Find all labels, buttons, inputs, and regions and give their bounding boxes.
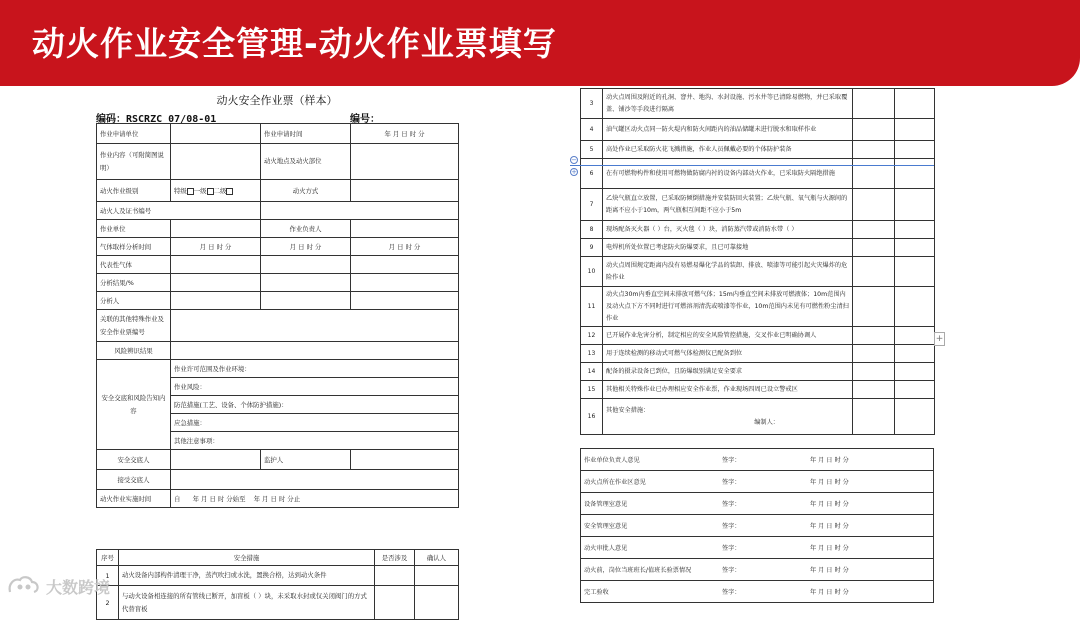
gas-2 — [261, 256, 351, 274]
label-risk: 风险辨识结果 — [97, 342, 171, 360]
disclosure-permit: 作业许可范围及作业环境： — [171, 360, 459, 378]
measure-involved — [853, 287, 895, 327]
gas-time-3: 月 日 时 分 — [351, 238, 459, 256]
impl-from: 自 — [174, 495, 181, 503]
measure-text — [603, 119, 853, 141]
value-risk — [171, 342, 459, 360]
label-gas-time: 气体取样分析时间 — [97, 238, 171, 256]
measure-text — [603, 363, 853, 381]
measure-involved — [853, 399, 895, 435]
measure-row — [581, 159, 935, 189]
label-disclosure: 安全交底和风险告知内容 — [97, 360, 171, 450]
minus-handle-icon[interactable]: − — [571, 156, 577, 164]
measure-involved — [853, 141, 895, 159]
signature-sign: 签字： — [722, 479, 741, 486]
signature-date: 年 月 日 时 分 — [810, 589, 849, 596]
impl-start: 年 月 日 时 分始至 — [192, 495, 246, 503]
measure-no: 14 — [581, 363, 603, 381]
watermark-text: 大数跨境 — [46, 577, 111, 597]
measure-no: 12 — [581, 327, 603, 345]
result-3 — [351, 274, 459, 292]
permit-form-table — [96, 123, 459, 508]
measure-text-content: 动火点周围规定距离内没有易燃易爆化学品的装卸、排放、喷漆等可能引起火灾爆炸的危险作业 — [606, 261, 848, 281]
measure-confirm — [895, 89, 935, 119]
signature-sign: 签字： — [722, 567, 741, 574]
measure-row — [581, 89, 935, 119]
level-two-label: 二级 — [213, 187, 227, 195]
analyst-3 — [351, 292, 459, 310]
measure-no: 13 — [581, 345, 603, 363]
watermark-logo-icon — [6, 574, 42, 598]
measure-no: 7 — [581, 189, 603, 221]
measure-no: 8 — [581, 221, 603, 239]
signature-row — [581, 449, 934, 471]
value-content — [171, 144, 261, 180]
measure-involved — [853, 257, 895, 287]
label-gas: 代表性气体 — [97, 256, 171, 274]
measure-involved — [853, 239, 895, 257]
measure-text — [603, 287, 853, 327]
gas-time-2: 月 日 时 分 — [261, 238, 351, 256]
signature-label: 动火点所在作业区意见 — [584, 479, 646, 486]
label-guardian: 监护人 — [261, 450, 351, 470]
disclosure-risks: 作业风险： — [171, 378, 459, 396]
measure-row — [581, 399, 935, 435]
measure-confirm — [895, 221, 935, 239]
label-level: 动火作业级别 — [97, 180, 171, 202]
label-analyst: 分析人 — [97, 292, 171, 310]
measure-text — [603, 399, 853, 435]
form-code: 编码：RSCRZC 07/08-01 — [96, 114, 217, 125]
measure-no: 15 — [581, 381, 603, 399]
measure-no: 2 — [97, 586, 119, 620]
analyst-1 — [171, 292, 261, 310]
measure-row — [581, 363, 935, 381]
measure-no: 4 — [581, 119, 603, 141]
measure-involved — [375, 586, 415, 620]
measure-involved — [853, 363, 895, 381]
label-method: 动火方式 — [261, 180, 351, 202]
label-applicant: 作业申请单位 — [97, 124, 171, 144]
measure-row — [581, 221, 935, 239]
measure-confirm — [895, 399, 935, 435]
measure-involved — [853, 327, 895, 345]
measure-confirm — [895, 287, 935, 327]
result-2 — [261, 274, 351, 292]
value-impl-time — [171, 490, 459, 508]
value-guardian — [351, 450, 459, 470]
measure-row — [581, 381, 935, 399]
measure-row — [581, 239, 935, 257]
measure-text-content: 乙炔气瓶直立放置，已采取防倾倒措施并安装防回火装置；乙炔气瓶、氧气瓶与火源间的距离不应小于10m，两气瓶相互间距不应小于5m — [606, 194, 848, 214]
measure-text — [603, 189, 853, 221]
measure-text: 与动火设备相连接的所有管线已断开，加盲板（ ）块，未采取水封或仅关闭阀门的方式代替盲板 — [119, 586, 375, 620]
measure-involved — [853, 119, 895, 141]
result-1 — [171, 274, 261, 292]
disclosure-measures: 防范措施(工艺、设备、个体防护措施)： — [171, 396, 459, 414]
measure-confirm — [895, 363, 935, 381]
watermark — [6, 574, 110, 598]
value-method — [351, 180, 459, 202]
signature-date: 年 月 日 时 分 — [810, 545, 849, 552]
measure-confirm — [895, 159, 935, 189]
measure-confirm — [895, 119, 935, 141]
label-content: 作业内容（可附简图说明） — [97, 144, 171, 180]
gas-1 — [171, 256, 261, 274]
signature-sign: 签字： — [722, 501, 741, 508]
measure-no: 9 — [581, 239, 603, 257]
signature-row — [581, 537, 934, 559]
measure-text-content: 现场配备灭火器（ ）台，灭火毯（ ）块，消防蒸汽带或消防水带（ ） — [606, 225, 798, 233]
value-worker — [261, 202, 459, 220]
signature-row — [581, 515, 934, 537]
signature-date: 年 月 日 时 分 — [810, 567, 849, 574]
measure-row — [581, 345, 935, 363]
measures-table-right — [580, 88, 935, 435]
signature-label: 完工验收 — [584, 589, 609, 596]
level-one-checkbox[interactable] — [207, 188, 214, 195]
signature-sign: 签字： — [722, 545, 741, 552]
measure-no: 10 — [581, 257, 603, 287]
level-one-label: 一级 — [193, 187, 207, 195]
measure-confirm — [415, 566, 459, 586]
measure-no: 5 — [581, 141, 603, 159]
analyst-2 — [261, 292, 351, 310]
signature-label: 设备管理室意见 — [584, 501, 628, 508]
measure-text-content: 已开展作业危害分析，制定相应的安全风险管控措施，交叉作业已明确协调人 — [606, 331, 817, 339]
signature-date: 年 月 日 时 分 — [810, 457, 849, 464]
measure-confirm — [895, 189, 935, 221]
measure-row — [581, 327, 935, 345]
value-related — [171, 310, 459, 342]
signature-label: 作业单位负责人意见 — [584, 457, 640, 464]
impl-end: 年 月 日 时 分止 — [253, 495, 301, 503]
selection-guide-line — [570, 165, 934, 166]
measure-confirm — [415, 586, 459, 620]
measure-text-content: 电焊机所处位置已考虑防火防爆要求，且已可靠接地 — [606, 243, 749, 251]
label-receiver: 接受交底人 — [97, 470, 171, 490]
measure-confirm — [895, 257, 935, 287]
signature-label: 动火前，岗位当班班长/值班长验票情况 — [584, 567, 692, 574]
measure-confirm — [895, 327, 935, 345]
measure-row — [581, 287, 935, 327]
measure-confirm — [895, 381, 935, 399]
permit-form-page-1 — [88, 88, 466, 613]
measures-table-left — [96, 549, 459, 620]
measure-text-content: 配备的摄录设备已到位，且防爆级别满足安全要求 — [606, 367, 743, 375]
measure-text — [603, 327, 853, 345]
measure-text — [603, 159, 853, 189]
level-options — [171, 180, 261, 202]
signature-row — [581, 581, 934, 603]
measure-row — [581, 119, 935, 141]
gas-time-1: 月 日 时 分 — [171, 238, 261, 256]
signature-table — [580, 448, 934, 603]
measure-confirm — [895, 239, 935, 257]
value-applicant — [171, 124, 261, 144]
value-apply-time: 年 月 日 时 分 — [351, 124, 459, 144]
label-impl-time: 动火作业实施时间 — [97, 490, 171, 508]
measure-text-content: 动火点30m内垂直空间未排放可燃气体；15m内垂直空间未排放可燃液体；10m范围内及动火点下方不同时进行可燃溶剂清洗或喷漆等作业，10m范围内未见有可燃性粉尘清扫作业 — [606, 290, 849, 322]
disclosure-emergency: 应急措施： — [171, 414, 459, 432]
label-apply-time: 作业申请时间 — [261, 124, 351, 144]
measure-text-content: 油气罐区动火点同一防火堤内和防火间距内的油品储罐未进行脱水和取样作业 — [606, 125, 817, 133]
signature-cell — [581, 471, 934, 493]
signature-cell — [581, 537, 934, 559]
signature-label: 安全管理室意见 — [584, 523, 628, 530]
measure-text-content: 其他相关特殊作业已办理相应安全作业票，作业现场四周已设立警戒区 — [606, 385, 798, 393]
signature-cell — [581, 559, 934, 581]
signature-date: 年 月 日 时 分 — [810, 479, 849, 486]
col-involved: 是否涉及 — [375, 550, 415, 566]
measure-involved — [853, 381, 895, 399]
measure-involved — [853, 89, 895, 119]
signature-row — [581, 493, 934, 515]
signature-date: 年 月 日 时 分 — [810, 523, 849, 530]
measure-no: 16 — [581, 399, 603, 435]
measure-no: 3 — [581, 89, 603, 119]
add-row-icon[interactable]: + — [935, 334, 944, 344]
measure-row — [581, 141, 935, 159]
col-confirm: 确认人 — [415, 550, 459, 566]
signature-cell — [581, 493, 934, 515]
label-worker: 动火人及证书编号 — [97, 202, 261, 220]
value-unit — [171, 220, 261, 238]
label-location: 动火地点及动火部位 — [261, 144, 351, 180]
measure-text — [603, 257, 853, 287]
plus-handle-icon[interactable]: + — [571, 168, 577, 176]
signature-sign: 签字： — [722, 457, 741, 464]
title-banner — [0, 0, 1080, 86]
label-discloser: 安全交底人 — [97, 450, 171, 470]
measure-text-content: 用于连续检测的移动式可燃气体检测仪已配备到位 — [606, 349, 743, 357]
level-special-label: 特级 — [174, 187, 187, 195]
col-no: 序号 — [97, 550, 119, 566]
measure-involved — [375, 566, 415, 586]
measure-no: 6 — [581, 159, 603, 189]
signature-sign: 签字： — [722, 589, 741, 596]
label-unit: 作业单位 — [97, 220, 171, 238]
form-title: 动火安全作业票（样本） — [216, 94, 338, 107]
signature-date: 年 月 日 时 分 — [810, 501, 849, 508]
measure-editor-label: 编制人： — [754, 418, 779, 426]
measure-text-content: 在有可燃物构件和使用可燃物做防腐内衬的设备内部动火作业，已采取防火隔绝措施 — [606, 169, 835, 177]
measure-text: 动火设备内部构件清理干净，蒸汽吹扫或水洗，置换合格，达到动火条件 — [119, 566, 375, 586]
col-measures: 安全措施 — [119, 550, 375, 566]
value-location — [351, 144, 459, 180]
label-leader: 作业负责人 — [261, 220, 351, 238]
measure-text — [603, 381, 853, 399]
measure-involved — [853, 189, 895, 221]
value-discloser — [171, 450, 261, 470]
signature-cell — [581, 581, 934, 603]
measure-no: 11 — [581, 287, 603, 327]
signature-sign: 签字： — [722, 523, 741, 530]
label-related: 关联的其他特殊作业及安全作业票编号 — [97, 310, 171, 342]
measure-confirm — [895, 141, 935, 159]
form-number-label: 编号： — [350, 114, 380, 125]
gas-3 — [351, 256, 459, 274]
measure-text — [603, 345, 853, 363]
value-receiver — [171, 470, 459, 490]
measure-text — [603, 221, 853, 239]
measure-text — [603, 89, 853, 119]
measure-involved — [853, 221, 895, 239]
signature-cell — [581, 515, 934, 537]
level-special-checkbox[interactable] — [187, 188, 194, 195]
measure-no: 1 — [97, 566, 119, 586]
measure-text-content: 动火点周围及附近的孔洞、窨井、地沟、水封设施、污水井等已清除易燃物，并已采取覆盖、铺沙等手段进行隔离 — [606, 93, 848, 113]
measure-text — [603, 141, 853, 159]
measure-text — [603, 239, 853, 257]
measure-involved — [853, 159, 895, 189]
measure-row — [581, 257, 935, 287]
measure-confirm — [895, 345, 935, 363]
disclosure-notes: 其他注意事项： — [171, 432, 459, 450]
measure-text-content: 高处作业已采取防火花飞溅措施，作业人员佩戴必要的个体防护装备 — [606, 145, 792, 153]
level-two-checkbox[interactable] — [226, 188, 233, 195]
measure-text-content: 其他安全措施： — [606, 406, 650, 414]
measure-involved — [853, 345, 895, 363]
label-result: 分析结果/% — [97, 274, 171, 292]
measure-row — [581, 189, 935, 221]
value-leader — [351, 220, 459, 238]
signature-label: 动火审批人意见 — [584, 545, 628, 552]
page-title: 动火作业安全管理-动火作业票填写 — [32, 24, 557, 63]
signature-row — [581, 559, 934, 581]
signature-row — [581, 471, 934, 493]
signature-cell — [581, 449, 934, 471]
